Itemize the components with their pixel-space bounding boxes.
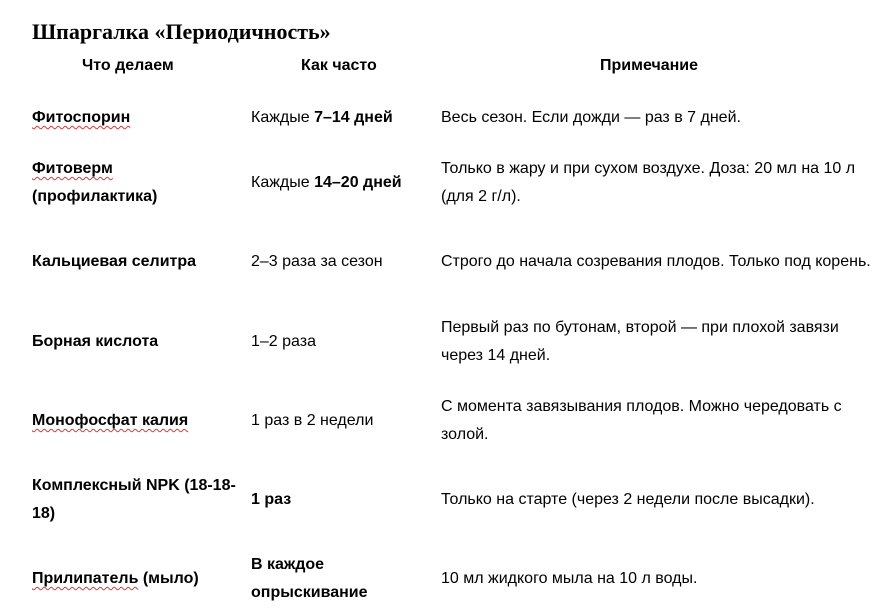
row-note: Только на старте (через 2 недели после высадки). [441,491,815,508]
row-note: Только в жару и при сухом воздухе. Доза: 20 мл на 10 л (для 2 г/л). [441,160,856,205]
table-row [0,471,896,529]
row-action: Кальциевая селитра [32,253,197,270]
table-row [0,550,896,608]
row-action: Комплексный NPK (18-18-18) [32,477,236,522]
row-frequency: Каждые 7–14 дней [251,109,393,126]
column-header-note: Примечание [600,57,699,74]
row-action: Прилипатель (мыло) [32,570,199,587]
row-note: 10 мл жидкого мыла на 10 л воды. [441,570,698,587]
column-header-frequency: Как часто [301,57,377,74]
row-note: Весь сезон. Если дожди — раз в 7 дней. [441,109,741,126]
row-frequency: В каждое опрыскивание [251,556,368,601]
row-frequency: Каждые 14–20 дней [251,174,402,191]
table-row [0,313,896,371]
row-frequency: 1 раз в 2 недели [251,412,374,429]
row-action: Фитоверм (профилактика) [32,160,158,205]
row-frequency: 2–3 раза за сезон [251,253,383,270]
row-note: Первый раз по бутонам, второй — при плохой завязи через 14 дней. [441,319,839,364]
table-row [0,392,896,450]
table-row [0,154,896,212]
row-action: Фитоспорин [32,109,131,126]
row-note: С момента завязывания плодов. Можно чередовать с золой. [441,398,842,443]
table-row [0,100,896,136]
row-frequency: 1 раз [251,491,292,508]
table-row [0,233,896,291]
row-action: Монофосфат калия [32,412,189,429]
row-action: Борная кислота [32,333,159,350]
page-title: Шпаргалка «Периодичность» [32,19,331,44]
column-header-what: Что делаем [82,57,174,74]
row-frequency: 1–2 раза [251,333,316,350]
row-note: Строго до начала созревания плодов. Только под корень. [441,253,871,270]
